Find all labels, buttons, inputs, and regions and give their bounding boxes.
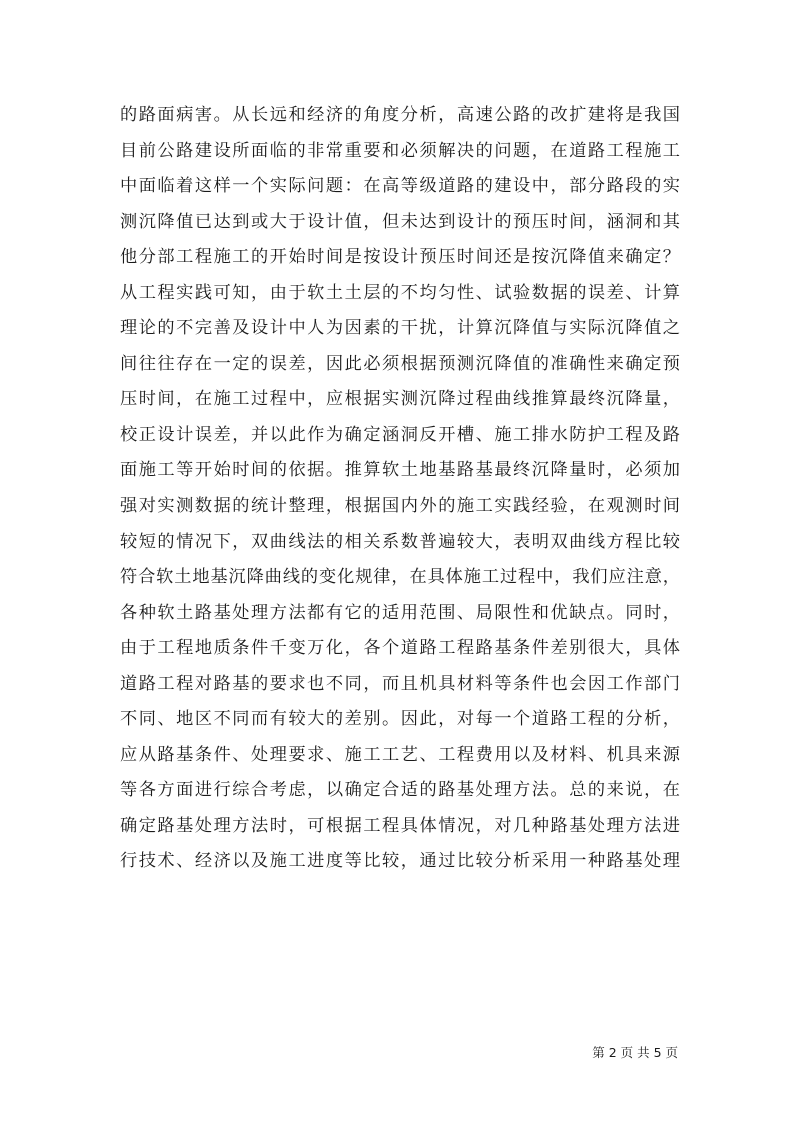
text-line: 由于工程地质条件千变万化，各个道路工程路基条件差别很大，具体 xyxy=(120,638,680,659)
text-line: 应从路基条件、处理要求、施工工艺、工程费用以及材料、机具来源 xyxy=(120,744,680,765)
page-number-footer: 第 2 页 共 5 页 xyxy=(592,1045,678,1060)
text-line: 压时间，在施工过程中，应根据实测沉降过程曲线推算最终沉降量， xyxy=(120,389,680,410)
text-line: 测沉降值已达到或大于设计值，但未达到设计的预压时间，涵洞和其 xyxy=(120,211,680,232)
text-line: 面施工等开始时间的依据。推算软土地基路基最终沉降量时，必须加 xyxy=(120,460,680,481)
text-line: 中面临着这样一个实际问题：在高等级道路的建设中，部分路段的实 xyxy=(120,176,680,197)
text-line: 等各方面进行综合考虑，以确定合适的路基处理方法。总的来说，在 xyxy=(120,780,680,801)
text-line: 强对实测数据的统计整理，根据国内外的施工实践经验，在观测时间 xyxy=(120,496,680,517)
text-line: 的路面病害。从长远和经济的角度分析，高速公路的改扩建将是我国 xyxy=(120,105,680,125)
text-line: 他分部工程施工的开始时间是按设计预压时间还是按沉降值来确定？ xyxy=(120,247,680,268)
body-paragraph xyxy=(120,98,680,880)
text-line: 不同、地区不同而有较大的差别。因此，对每一个道路工程的分析， xyxy=(120,709,680,730)
text-line: 较短的情况下，双曲线法的相关系数普遍较大，表明双曲线方程比较 xyxy=(120,531,680,552)
text-line: 理论的不完善及设计中人为因素的干扰，计算沉降值与实际沉降值之 xyxy=(120,318,680,339)
text-line: 行技术、经济以及施工进度等比较，通过比较分析采用一种路基处理 xyxy=(120,851,680,872)
text-line: 符合软土地基沉降曲线的变化规律，在具体施工过程中，我们应注意， xyxy=(120,567,680,588)
text-line: 间往往存在一定的误差，因此必须根据预测沉降值的准确性来确定预 xyxy=(120,353,680,374)
text-line: 道路工程对路基的要求也不同，而且机具材料等条件也会因工作部门 xyxy=(120,673,680,694)
text-line: 各种软土路基处理方法都有它的适用范围、局限性和优缺点。同时， xyxy=(120,602,680,623)
text-line: 确定路基处理方法时，可根据工程具体情况，对几种路基处理方法进 xyxy=(120,815,680,836)
text-line: 校正设计误差，并以此作为确定涵洞反开槽、施工排水防护工程及路 xyxy=(120,424,680,445)
text-line: 从工程实践可知，由于软土土层的不均匀性、试验数据的误差、计算 xyxy=(120,282,680,303)
text-line: 目前公路建设所面临的非常重要和必须解决的问题，在道路工程施工 xyxy=(120,140,680,161)
